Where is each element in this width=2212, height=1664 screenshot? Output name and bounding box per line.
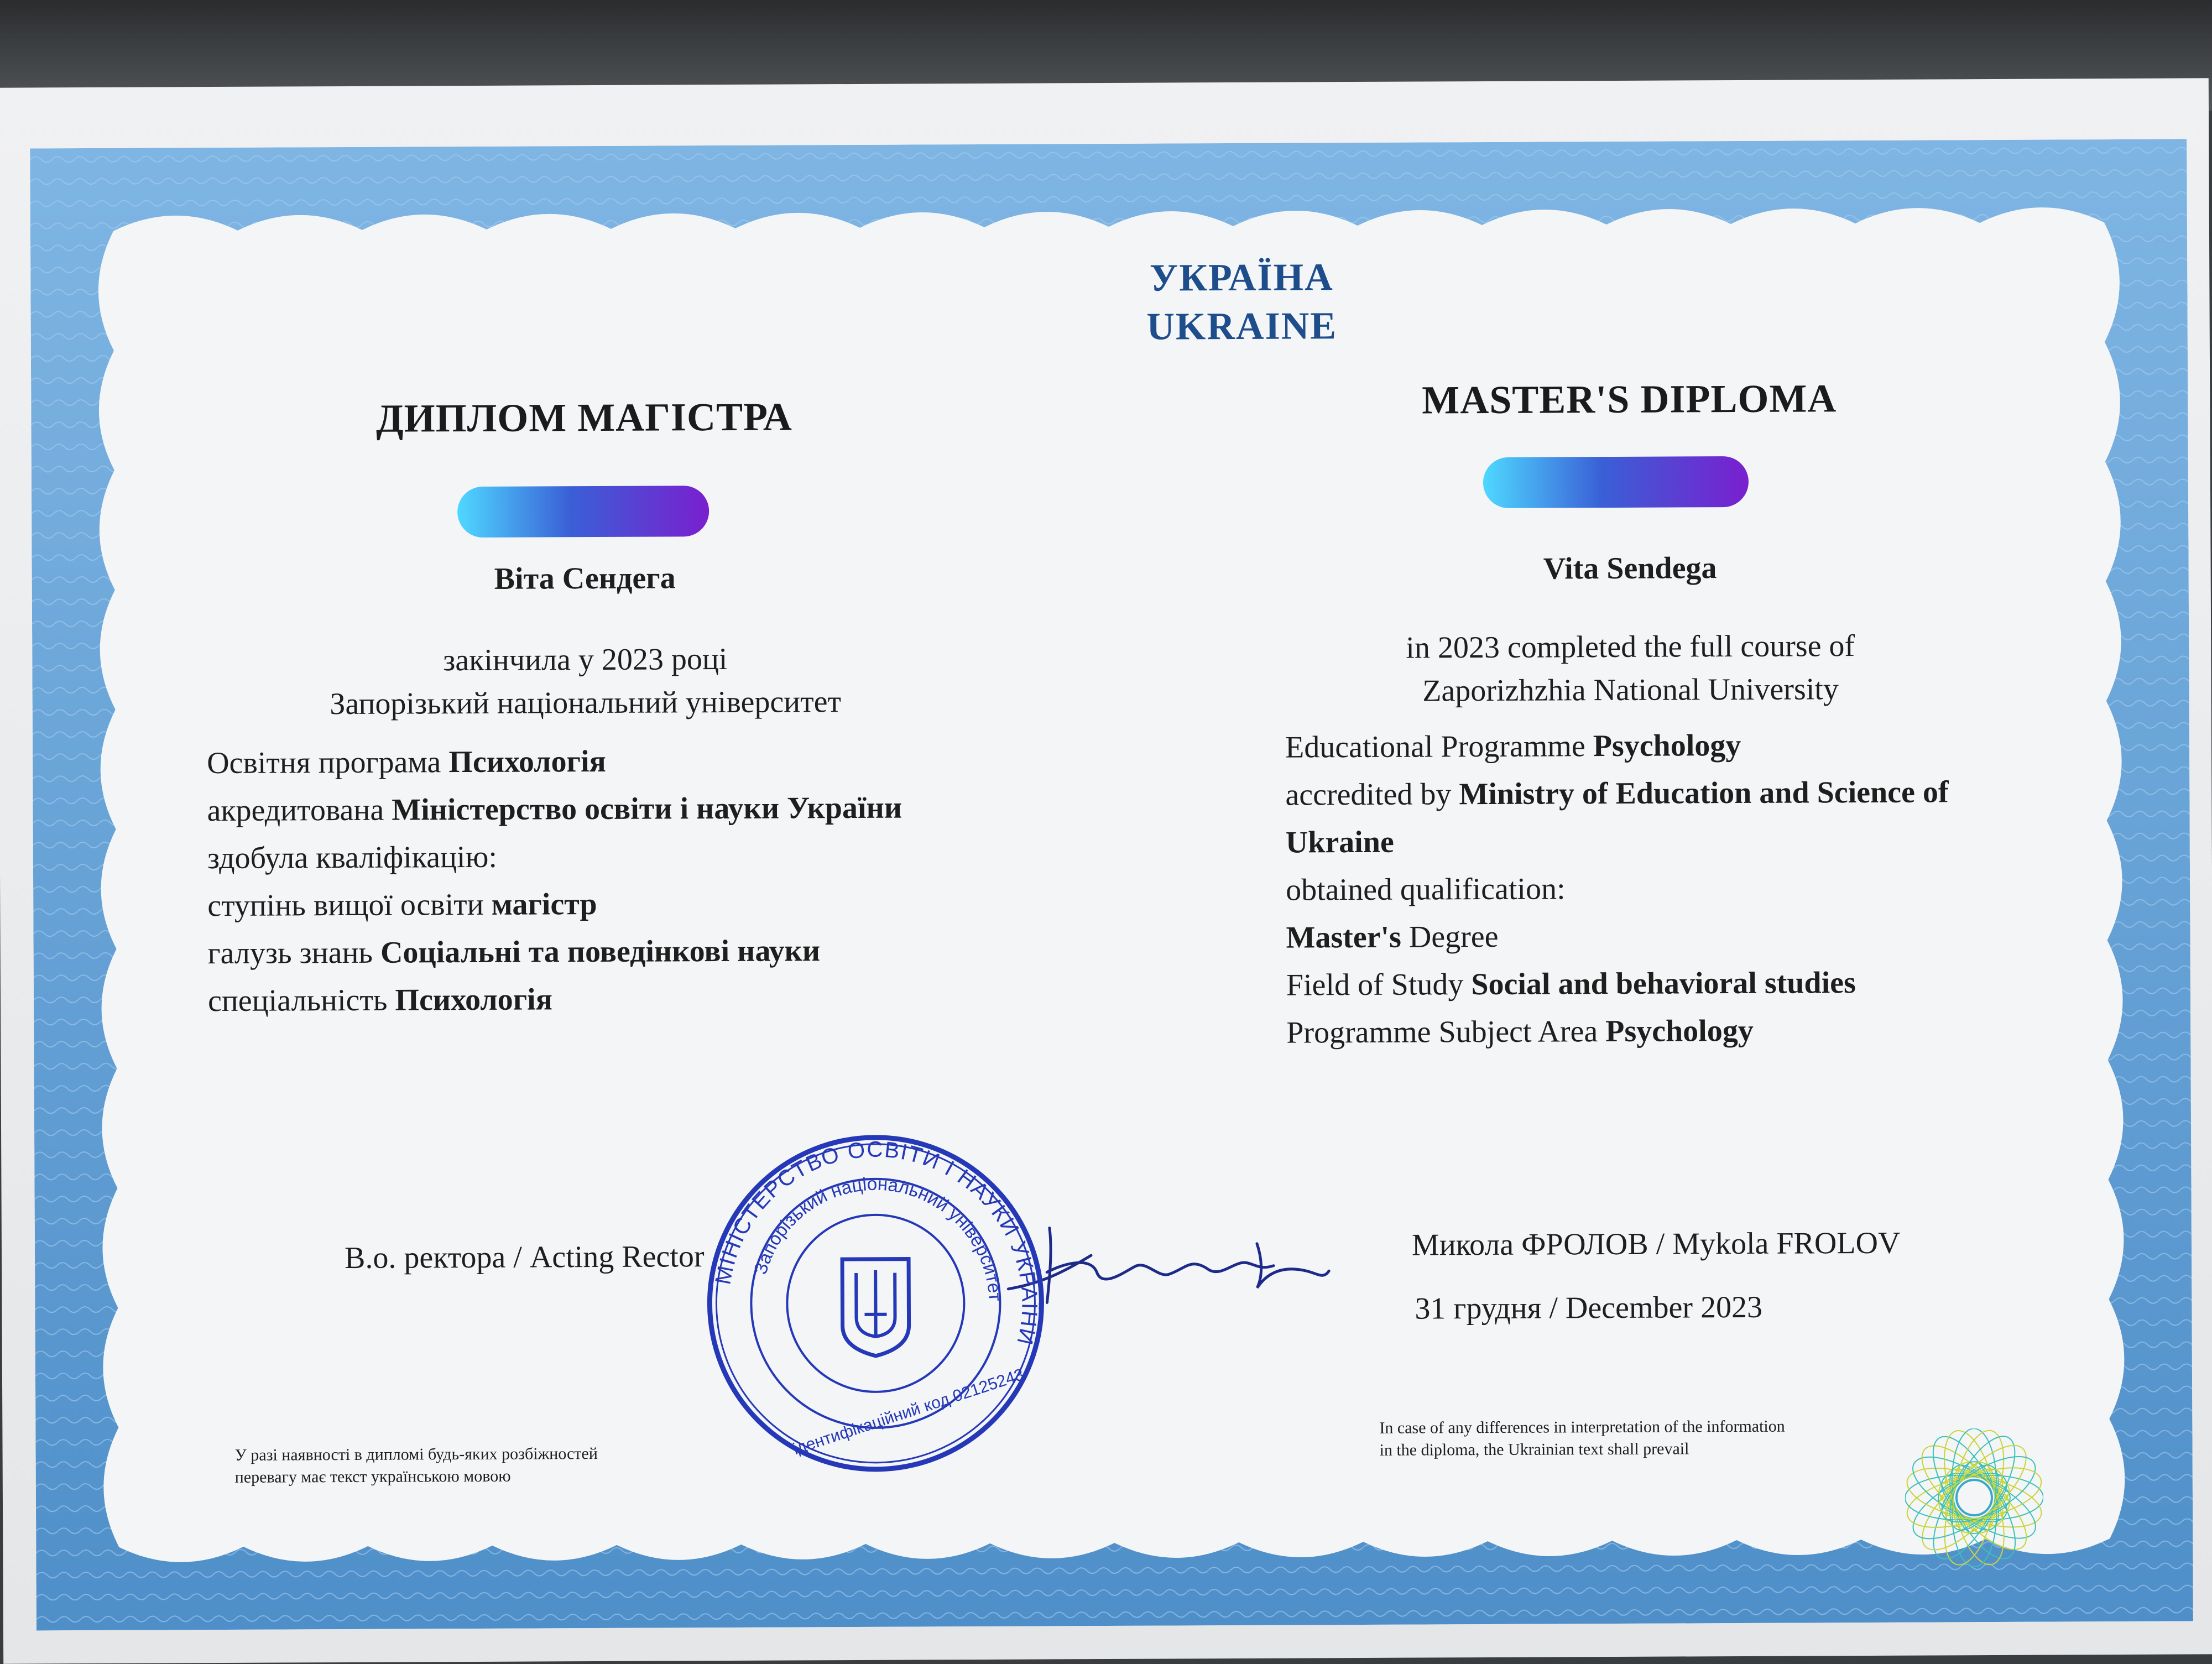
diploma-sheet bbox=[0, 78, 2212, 1663]
field-row-en: Field of Study Social and behavioral studies bbox=[1286, 966, 1856, 1003]
field-row-uk: галузь знань Соціальні та поведінкові науки bbox=[207, 933, 821, 971]
qualification-block-en bbox=[1285, 721, 1950, 1056]
holder-name-uk: Віта Сендега bbox=[494, 561, 676, 596]
completion-uk bbox=[198, 637, 973, 726]
stamp-outer-text: МІНІСТЕРСТВО ОСВІТИ І НАУКИ УКРАЇНИ bbox=[711, 1137, 1042, 1348]
degree-row-uk: ступінь вищої освіти магістр bbox=[207, 887, 597, 924]
stamp-code-text: ідентифікаційний код 02125243 bbox=[790, 1365, 1026, 1459]
issue-date: 31 грудня / December 2023 bbox=[1415, 1290, 1763, 1326]
programme-row-en: Educational Programme Psychology bbox=[1285, 728, 1741, 765]
programme-row-uk: Освітня програма Психологія bbox=[206, 744, 606, 781]
country-heading bbox=[937, 253, 1546, 353]
university-en: Zaporizhzhia National University bbox=[1422, 672, 1839, 708]
signer-name: Микола ФРОЛОВ / Mykola FROLOV bbox=[1411, 1225, 1901, 1263]
qualification-block-uk bbox=[207, 737, 903, 1025]
country-en: UKRAINE bbox=[1146, 305, 1338, 348]
area-row-en: Programme Subject Area Psychology bbox=[1286, 1013, 1754, 1050]
completed-line-en: in 2023 completed the full course of bbox=[1406, 629, 1855, 665]
completion-en bbox=[1243, 624, 2018, 713]
degree-row-en: Master's Degree bbox=[1286, 919, 1499, 955]
language-note-uk: У разі наявності в дипломі будь-яких розбіжностей перевагу має текст українською мовою bbox=[234, 1444, 598, 1486]
accredited-row-en-cont: Ukraine bbox=[1285, 825, 1394, 860]
diploma-title-uk: ДИПЛОМ МАГІСТРА bbox=[375, 394, 792, 441]
rector-label: В.о. ректора / Acting Rector bbox=[344, 1239, 705, 1276]
security-rosette bbox=[1905, 1428, 2043, 1567]
language-note-en: In case of any differences in interpretation of the information in the diploma, the Ukrainian text shall prevail bbox=[1379, 1417, 1785, 1459]
accredited-row-uk: акредитована Міністерство освіти і науки України bbox=[207, 790, 902, 828]
country-uk: УКРАЇНА bbox=[1149, 256, 1334, 300]
qualification-row-en: obtained qualification: bbox=[1286, 872, 1566, 907]
redacted-number-en bbox=[1483, 456, 1749, 508]
university-uk: Запорізький національний університет bbox=[330, 685, 842, 722]
stamp-inner-text: Запорізький національний університет bbox=[749, 1173, 1006, 1302]
diploma-title-en: MASTER'S DIPLOMA bbox=[1422, 376, 1837, 422]
specialty-row-uk: спеціальність Психологія bbox=[207, 982, 553, 1019]
qualification-row-uk: здобула кваліфікацію: bbox=[207, 839, 498, 876]
completed-line-uk: закінчила у 2023 році bbox=[443, 641, 728, 678]
redacted-number-uk bbox=[457, 486, 709, 538]
rector-signature bbox=[997, 1204, 1340, 1317]
holder-name-en: Vita Sendega bbox=[1543, 551, 1717, 586]
accredited-row-en: accredited by Ministry of Education and Science of bbox=[1285, 775, 1949, 812]
